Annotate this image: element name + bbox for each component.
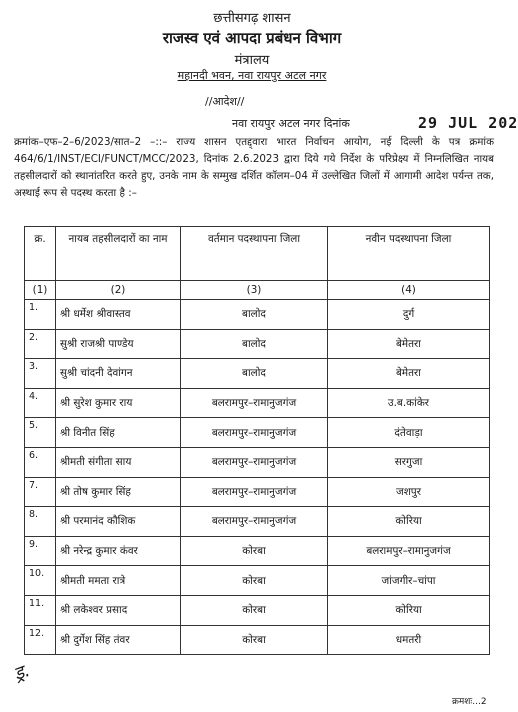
- current-district-cell: बलरामपुर–रामानुजगंज: [181, 418, 328, 448]
- name-cell: श्री दुर्गेश सिंह तंवर: [56, 625, 181, 655]
- current-district-cell: बलरामपुर–रामानुजगंज: [181, 447, 328, 477]
- name-cell: सुश्री चांदनी देवांगन: [56, 359, 181, 389]
- table-row: [25, 536, 490, 566]
- current-district-cell: बालोद: [181, 359, 328, 389]
- column-number: (2): [56, 281, 181, 300]
- name-cell: श्री परमानंद कौशिक: [56, 507, 181, 537]
- name-cell: श्रीमती ममता रात्रे: [56, 566, 181, 596]
- name-cell: श्रीमती संगीता साय: [56, 447, 181, 477]
- header-current-district: वर्तमान पदस्थापना जिला: [181, 227, 328, 281]
- table-row: [25, 418, 490, 448]
- table-row: [25, 329, 490, 359]
- serial-cell: 2.: [25, 329, 56, 359]
- signature: ड्र.: [11, 659, 33, 685]
- department-name: राजस्व एवं आपदा प्रबंधन विभाग: [162, 29, 342, 47]
- current-district-cell: कोरबा: [181, 536, 328, 566]
- place-date-line: नवा रायपुर अटल नगर दिनांक: [232, 117, 350, 130]
- current-district-cell: बलरामपुर–रामानुजगंज: [181, 388, 328, 418]
- table-row: [25, 388, 490, 418]
- new-district-cell: बलरामपुर–रामानुजगंज: [328, 536, 490, 566]
- new-district-cell: बेमेतरा: [328, 329, 490, 359]
- name-cell: श्री सुरेश कुमार राय: [56, 388, 181, 418]
- name-cell: श्री विनीत सिंह: [56, 418, 181, 448]
- serial-cell: 7.: [25, 477, 56, 507]
- serial-cell: 10.: [25, 566, 56, 596]
- current-district-cell: कोरबा: [181, 625, 328, 655]
- date-stamp: 29 JUL 202: [418, 114, 518, 132]
- name-cell: श्री लकेश्वर प्रसाद: [56, 595, 181, 625]
- government-name: छत्तीसगढ़ शासन: [213, 11, 291, 26]
- serial-cell: 1.: [25, 300, 56, 330]
- table-row: [25, 566, 490, 596]
- table-row: [25, 625, 490, 655]
- new-district-cell: जशपुर: [328, 477, 490, 507]
- office-name: मंत्रालय: [234, 53, 270, 68]
- office-address: महानदी भवन, नवा रायपुर अटल नगर: [177, 69, 327, 82]
- serial-cell: 9.: [25, 536, 56, 566]
- serial-cell: 4.: [25, 388, 56, 418]
- new-district-cell: दंतेवाड़ा: [328, 418, 490, 448]
- name-cell: सुश्री राजश्री पाण्डेय: [56, 329, 181, 359]
- new-district-cell: सरगुजा: [328, 447, 490, 477]
- new-district-cell: कोरिया: [328, 595, 490, 625]
- current-district-cell: बालोद: [181, 300, 328, 330]
- continuation-note: क्रमशः...2: [452, 697, 487, 707]
- new-district-cell: धमतरी: [328, 625, 490, 655]
- new-district-cell: कोरिया: [328, 507, 490, 537]
- serial-cell: 12.: [25, 625, 56, 655]
- current-district-cell: बालोद: [181, 329, 328, 359]
- serial-cell: 3.: [25, 359, 56, 389]
- current-district-cell: कोरबा: [181, 595, 328, 625]
- header-serial: क्र.: [25, 227, 56, 281]
- name-cell: श्री तोष कुमार सिंह: [56, 477, 181, 507]
- table-row: [25, 477, 490, 507]
- serial-cell: 8.: [25, 507, 56, 537]
- current-district-cell: कोरबा: [181, 566, 328, 596]
- current-district-cell: बलरामपुर–रामानुजगंज: [181, 507, 328, 537]
- table-row: [25, 595, 490, 625]
- header-new-district: नवीन पदस्थापना जिला: [328, 227, 490, 281]
- header-name: नायब तहसीलदारों का नाम: [56, 227, 181, 281]
- serial-cell: 11.: [25, 595, 56, 625]
- table-row: [25, 359, 490, 389]
- new-district-cell: दुर्ग: [328, 300, 490, 330]
- name-cell: श्री धर्मेश श्रीवास्तव: [56, 300, 181, 330]
- new-district-cell: उ.ब.कांकेर: [328, 388, 490, 418]
- serial-cell: 6.: [25, 447, 56, 477]
- new-district-cell: बेमेतरा: [328, 359, 490, 389]
- new-district-cell: जांजगीर–चांपा: [328, 566, 490, 596]
- table-row: [25, 507, 490, 537]
- transfer-table: [24, 226, 490, 655]
- order-paragraph: क्रमांक–एफ–2–6/2023/सात–2 –::– राज्य शासन एतद्द्वारा भारत निर्वाचन आयोग, नई दिल्ली के पत्र क्रमांक 464/6/1/INST/ECI/FUNCT/MCC/2023, दिनांक 2.6.2023 द्वारा दिये गये निर्देश के परिप्रेक्ष्य में निम्नलिखित नायब तहसीलदारों को स्थानांतरित करते हुए, उनके नाम के सम्मुख दर्शित कॉलम–04 में उल्लेखित जिलों में आगामी आदेश पर्यन्त तक, अस्थाई रूप से पदस्थ करता है :–: [14, 136, 494, 199]
- column-number: (4): [328, 281, 490, 300]
- serial-cell: 5.: [25, 418, 56, 448]
- table-row: [25, 300, 490, 330]
- table-row: [25, 447, 490, 477]
- order-title: //आदेश//: [205, 95, 245, 108]
- column-number: (1): [25, 281, 56, 300]
- name-cell: श्री नरेन्द्र कुमार कंवर: [56, 536, 181, 566]
- current-district-cell: बलरामपुर–रामानुजगंज: [181, 477, 328, 507]
- column-number: (3): [181, 281, 328, 300]
